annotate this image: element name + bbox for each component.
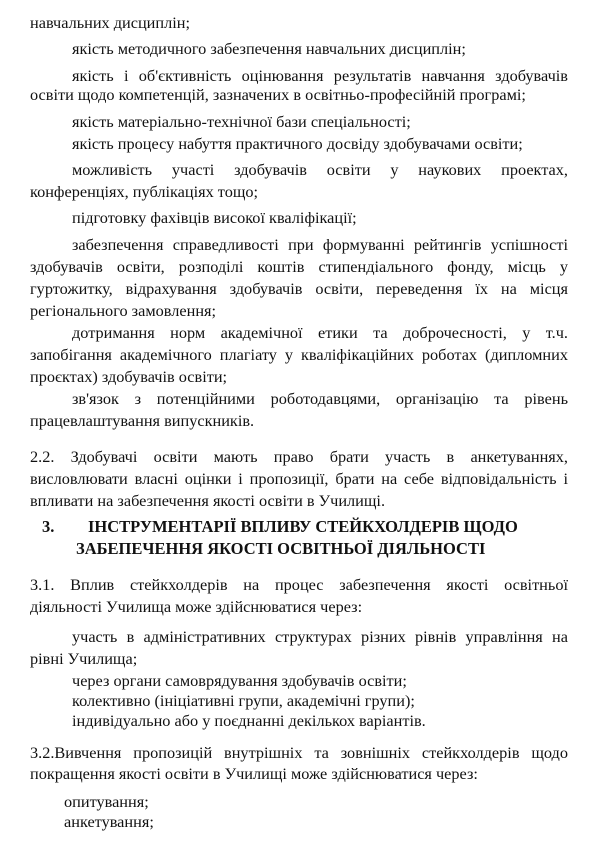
paragraph-3-2: 3.2.Вивчення пропозицій внутрішніх та зовнішніх стейкхолдерів щодо [30,742,568,762]
text-line: освіти щодо компетенцій, зазначених в освітньо-професійній програмі; [30,85,526,105]
list-item: колективно (ініціативні групи, академічні групи); [72,691,415,711]
list-item: індивідуально або у поєднанні декількох варіантів. [72,711,426,731]
text-line: проєктах) здобувачів освіти; [30,366,228,386]
list-item: опитування; [64,791,149,811]
list-item: якість методичного забезпечення навчальних дисциплін; [72,39,466,59]
text-line: здобувачів освіти, розподілі коштів стипендіального фонду, місць у [30,256,568,276]
text-line: гуртожитку, відрахування здобувачів освіти, переведення їх на місця [30,278,568,298]
list-item: анкетування; [64,812,154,831]
list-item: підготовку фахівців високої кваліфікації; [72,208,357,228]
section-title: ЗАБЕПЕЧЕННЯ ЯКОСТІ ОСВІТНЬОЇ ДІЯЛЬНОСТІ [76,538,486,558]
list-item: якість матеріально-технічної бази спеціальності; [72,111,411,131]
list-item: зв'язок з потенційними роботодавцями, організацію та рівень [72,388,568,408]
list-item: через органи самоврядування здобувачів освіти; [72,671,407,691]
text-line: регіонального замовлення; [30,300,217,320]
list-item: якість і об'єктивність оцінювання результатів навчання здобувачів [72,65,568,85]
text-line: конференціях, публікаціях тощо; [30,181,259,201]
list-item: дотримання норм академічної етики та доброчесності, у т.ч. [72,322,568,342]
text-line: запобігання академічного плагіату у кваліфікаційних роботах (дипломних [30,344,568,364]
list-item: якість процесу набуття практичного досвіду здобувачами освіти; [72,133,523,153]
text-line: рівні Училища; [30,649,138,669]
paragraph-3-1: діяльності Училища може здійснюватися через: [30,597,363,617]
paragraph-2-2: висловлювати власні оцінки і пропозиції, брати на себе відповідальність і [30,469,568,489]
section-title: ІНСТРУМЕНТАРІЇ ВПЛИВУ СТЕЙКХОЛДЕРІВ ЩОДО [88,516,518,536]
section-number: 3. [42,516,55,536]
paragraph-2-2: впливати на забезпечення якості освіти в Училищі. [30,491,386,511]
list-item: забезпечення справедливості при формуванні рейтингів успішності [72,235,568,254]
list-item: можливість участі здобувачів освіти у наукових проектах, [72,160,568,180]
list-item: участь в адміністративних структурах різних рівнів управління на [72,627,568,647]
text-line: навчальних дисциплін; [30,12,190,32]
paragraph-2-2: 2.2. Здобувачі освіти мають право брати участь в анкетуваннях, [30,447,568,467]
text-line: працевлаштування випускників. [30,410,255,430]
paragraph-3-1: 3.1. Вплив стейкхолдерів на процес забезпечення якості освітньої [30,575,568,595]
paragraph-3-2: покращення якості освіти в Училищі може здійснюватися через: [30,764,478,784]
